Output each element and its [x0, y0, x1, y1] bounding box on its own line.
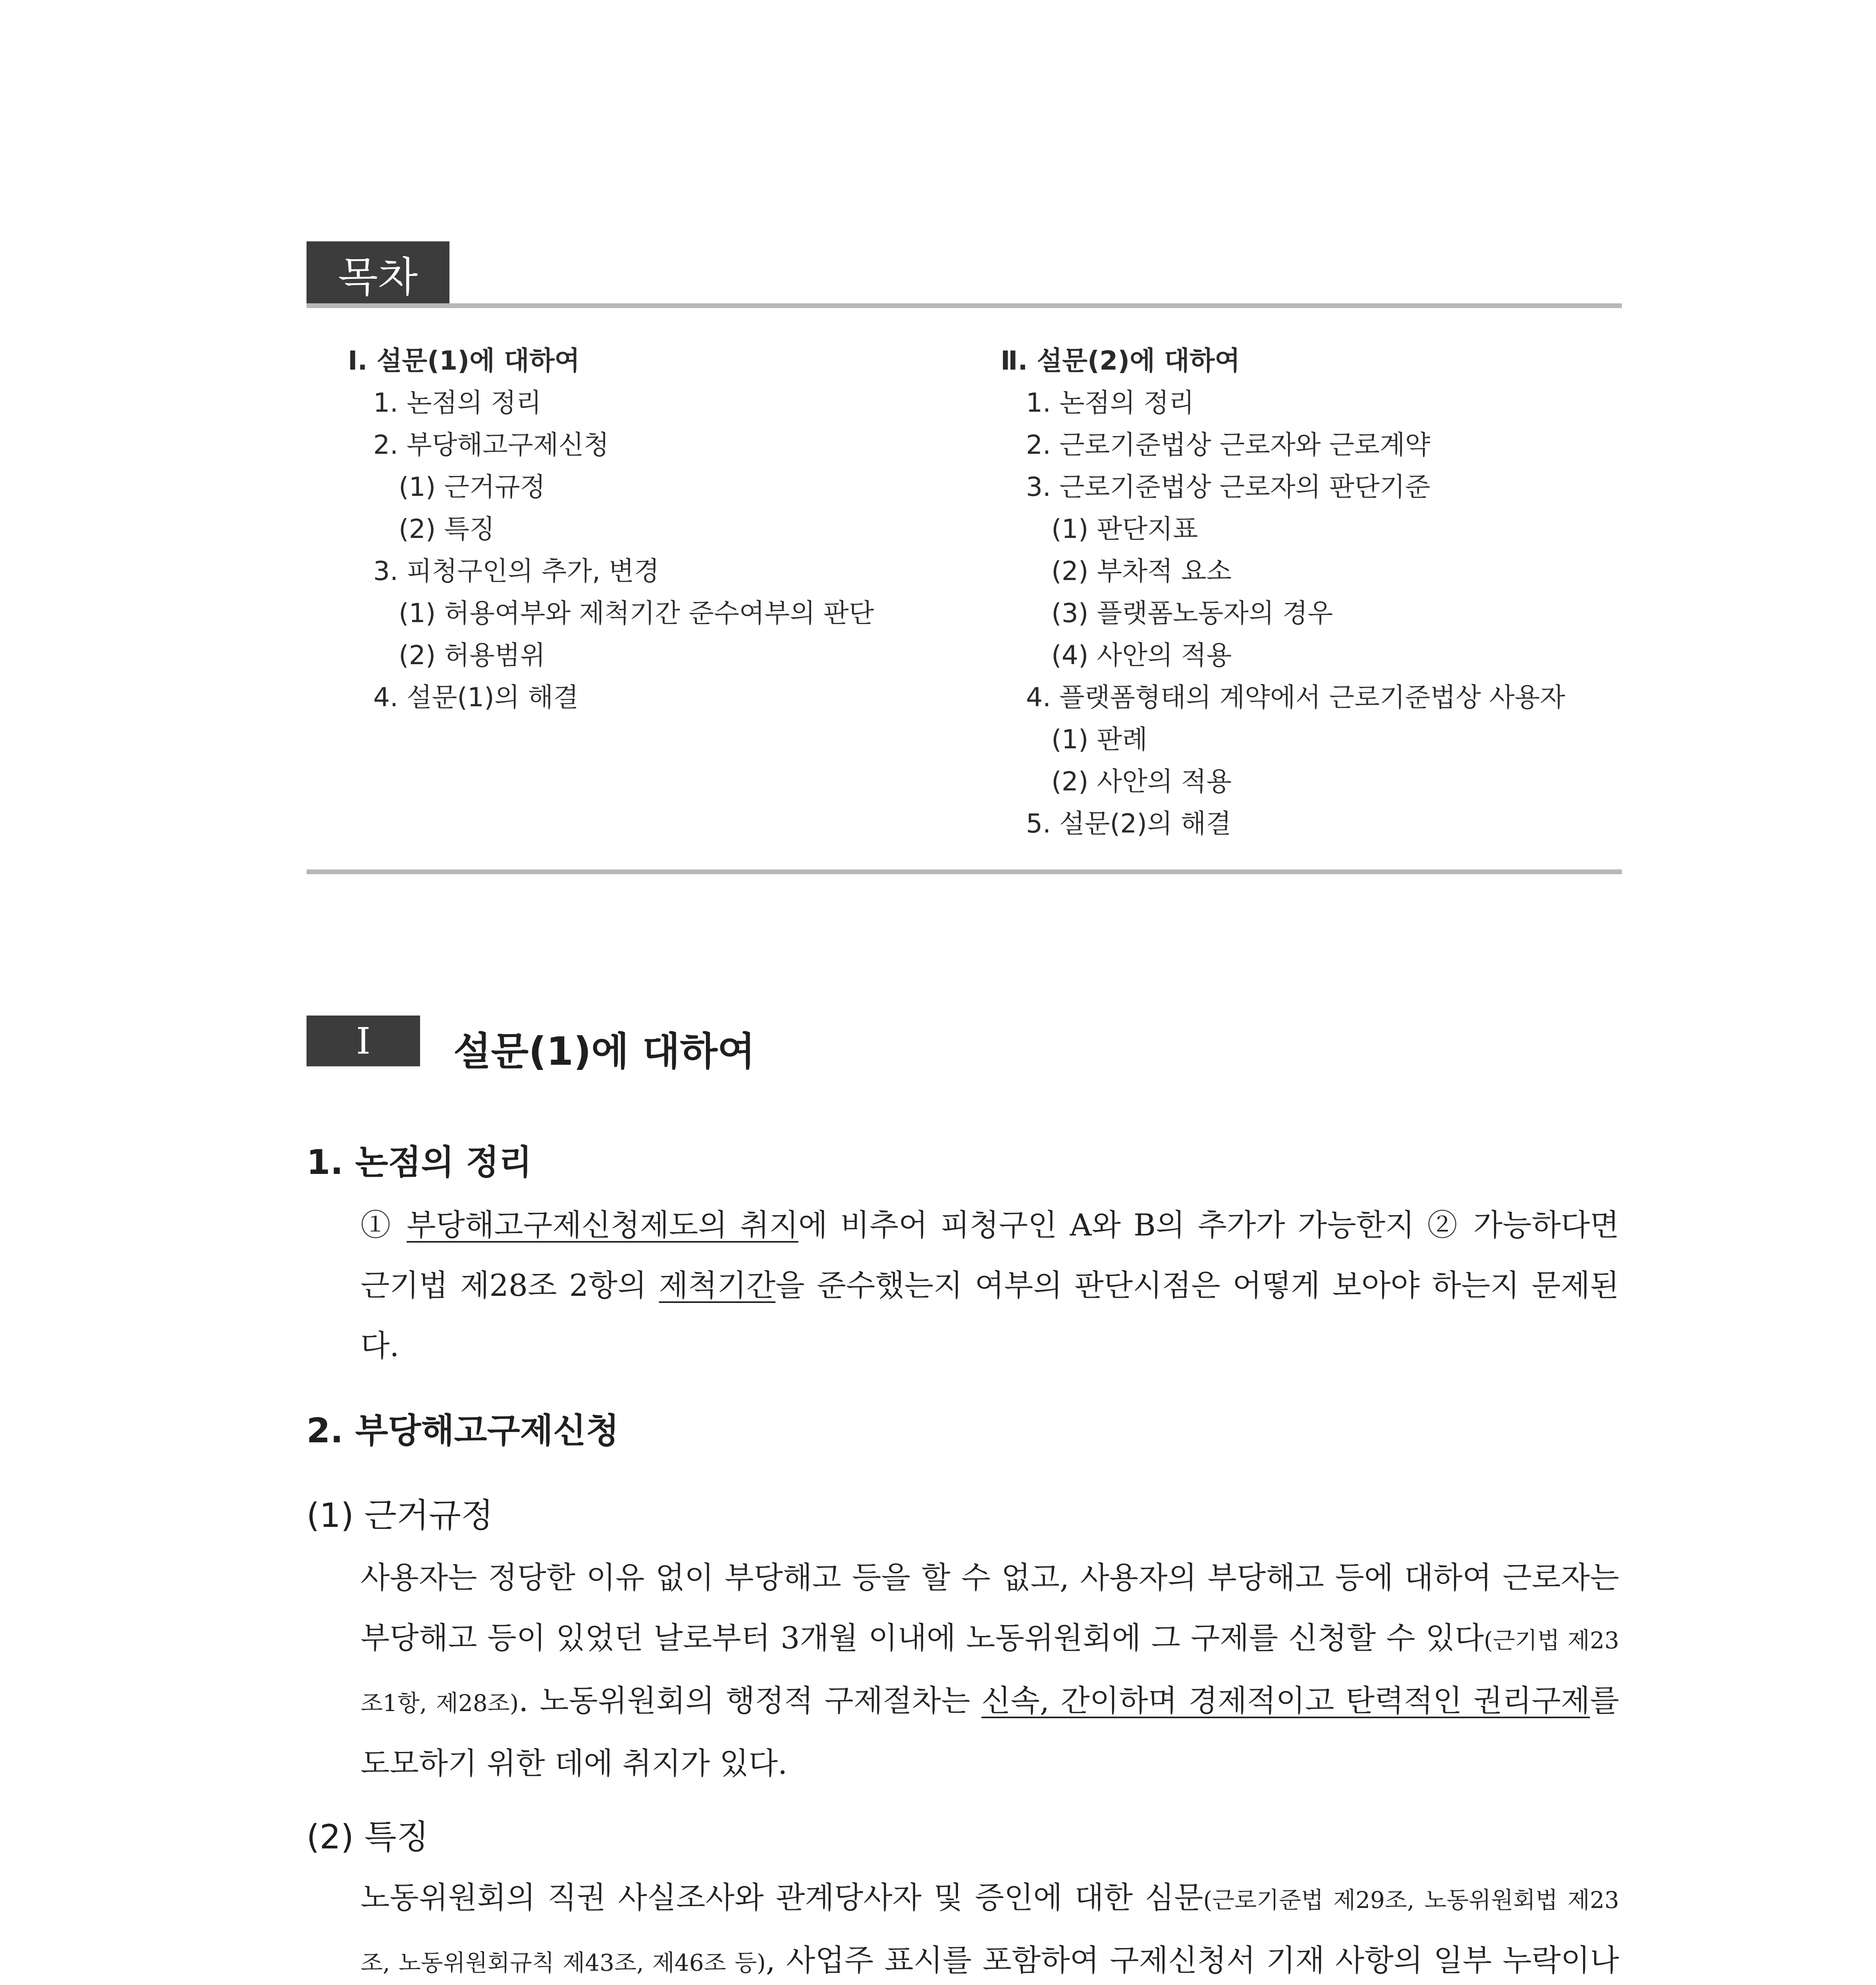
heading-issue: 1. 논점의 정리 — [307, 1143, 532, 1182]
toc-item: (1) 허용여부와 제척기간 준수여부의 판단 — [399, 598, 874, 628]
paragraph-text: 에 비추어 피청구인 A와 B의 추가가 가능한지 ② 가능하다면 근기법 제28조 2항의 — [361, 1207, 1619, 1303]
toc-item: (4) 사안의 적용 — [1051, 640, 1232, 671]
toc-right-column — [1001, 340, 1565, 845]
paragraph-text: 사용자는 정당한 이유 없이 부당해고 등을 할 수 없고, 사용자의 부당해고 등에 대하여 근로자는 부당해고 등이 있었던 날로부터 3개월 이내에 노동위원회에 그 구제를 신청할 수 있다 — [361, 1560, 1619, 1655]
heading-remedy: 2. 부당해고구제신청 — [307, 1411, 619, 1451]
paragraph-text: 을 준수했는지 여부의 판단시점은 어떻게 보아야 하는지 문제된다. — [361, 1268, 1619, 1363]
toc-item: 5. 설문(2)의 해결 — [1026, 808, 1232, 839]
citation: (근기법 제23조1항, 제28조) — [361, 1627, 1619, 1717]
section-numeral: Ⅰ — [307, 1016, 420, 1066]
toc-item: 3. 근로기준법상 근로자의 판단기준 — [1026, 472, 1431, 502]
toc-item: 3. 피청구인의 추가, 변경 — [373, 556, 659, 586]
toc-title: 목차 — [307, 241, 449, 306]
paragraph-text: 를 도모하기 위한 데에 취지가 있다. — [361, 1683, 1619, 1781]
paragraph-text: . 노동위원회의 행정적 구제절차는 — [519, 1683, 981, 1718]
issue-paragraph — [361, 1195, 1619, 1376]
toc-item: (3) 플랫폼노동자의 경우 — [1051, 598, 1333, 628]
toc-item: 4. 플랫폼형태의 계약에서 근로기준법상 사용자 — [1026, 682, 1566, 713]
toc-item: 1. 논점의 정리 — [1026, 387, 1194, 418]
toc-item: (2) 특징 — [399, 514, 495, 544]
toc-item: (2) 사안의 적용 — [1051, 766, 1232, 797]
paragraph-text: , 사업주 표시를 포함하여 구제신청서 기재 사항의 일부 누락이나 — [765, 1943, 1619, 1978]
circled-one: ① — [361, 1207, 407, 1243]
toc-top-divider — [307, 303, 1622, 308]
heading-basis: (1) 근거규정 — [307, 1496, 494, 1535]
underlined-term: 신속, 간이하며 경제적이고 탄력적인 권리구제 — [981, 1683, 1590, 1718]
toc-left-column — [348, 340, 874, 719]
toc-item: (2) 허용범위 — [399, 640, 546, 671]
section-title: 설문(1)에 대하여 — [453, 1029, 755, 1074]
underlined-term: 제척기간 — [659, 1268, 776, 1303]
toc-item: (2) 부차적 요소 — [1051, 556, 1232, 586]
toc-item: (1) 판단지표 — [1051, 514, 1198, 544]
toc-item: 2. 부당해고구제신청 — [373, 430, 609, 460]
citation: (근로기준법 제29조, 노동위원회법 제23조, 노동위원회규칙 제43조, 제46조 등) — [361, 1887, 1619, 1976]
toc-item: 4. 설문(1)의 해결 — [373, 682, 579, 713]
paragraph-text: 노동위원회의 직권 사실조사와 관계당사자 및 증인에 대한 심문 — [361, 1880, 1203, 1915]
toc-item: 1. 논점의 정리 — [373, 387, 542, 418]
basis-paragraph — [361, 1548, 1619, 1794]
toc-item: (1) 근거규정 — [399, 472, 546, 502]
toc-item: Ⅱ. 설문(2)에 대하여 — [1001, 345, 1240, 376]
toc-item: 2. 근로기준법상 근로자와 근로계약 — [1026, 430, 1431, 460]
toc-bottom-divider — [307, 869, 1622, 874]
heading-feature: (2) 특징 — [307, 1817, 429, 1856]
underlined-term: 부당해고구제신청제도의 취지 — [407, 1207, 798, 1243]
feature-paragraph — [361, 1867, 1619, 1985]
toc-item: (1) 판례 — [1051, 724, 1147, 755]
toc-item: Ⅰ. 설문(1)에 대하여 — [348, 345, 580, 376]
